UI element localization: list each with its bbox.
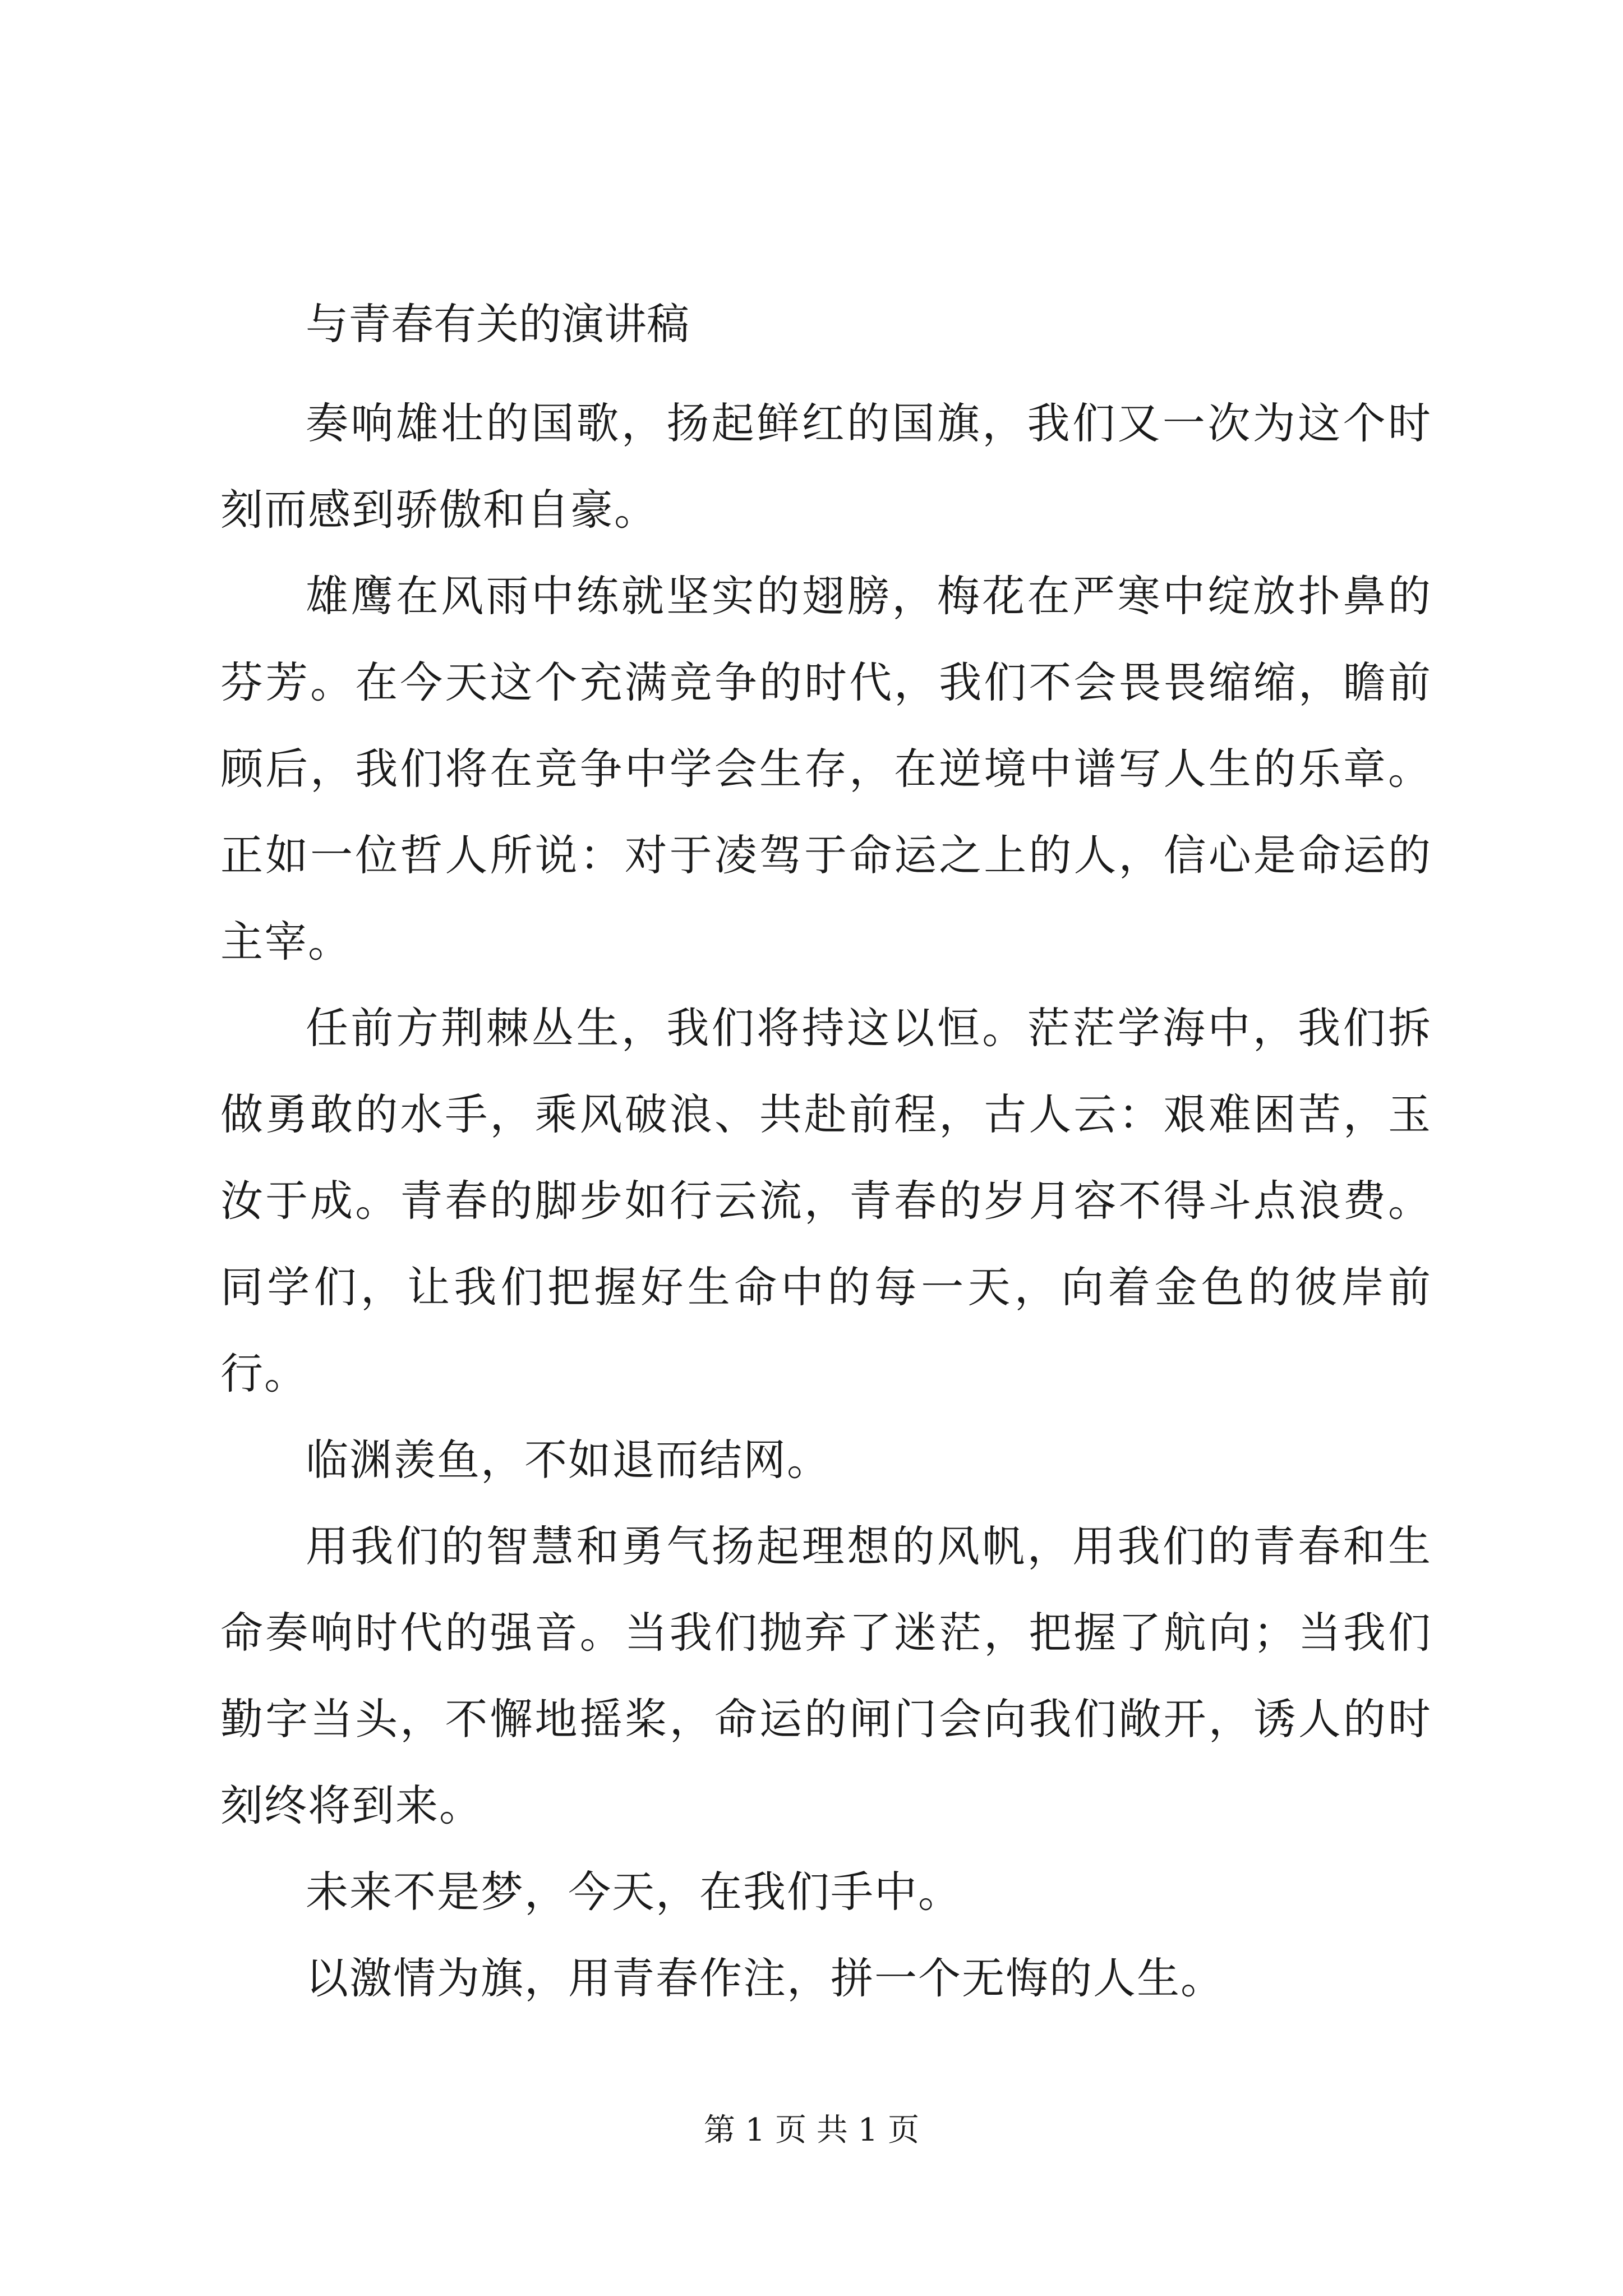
paragraph-1: 奏响雄壮的国歌，扬起鲜红的国旗，我们又一次为这个时刻而感到骄傲和自豪。	[220, 398, 1432, 535]
document-title: 与青春有关的演讲稿	[306, 299, 689, 349]
page-number-footer: 第 1 页 共 1 页	[703, 2112, 920, 2148]
paragraph-3: 任前方荆棘丛生，我们将持这以恒。茫茫学海中，我们拆做勇敢的水手，乘风破浪、共赴前程，古人云：艰难困苦，玉汝于成。青春的脚步如行云流，青春的岁月容不得斗点浪费。同学们，让我们把握好生命中的每一天，向着金色的彼岸前行。	[220, 1003, 1432, 1398]
paragraph-4: 临渊羡鱼，不如退而结网。	[306, 1435, 831, 1485]
paragraph-6: 未来不是梦，今天，在我们手中。	[306, 1867, 962, 1917]
document-body	[220, 299, 1432, 2022]
paragraph-2: 雄鹰在风雨中练就坚实的翅膀，梅花在严寒中绽放扑鼻的芬芳。在今天这个充满竞争的时代，我们不会畏畏缩缩，瞻前顾后，我们将在竞争中学会生存，在逆境中谱写人生的乐章。正如一位哲人所说：对于凌驾于命运之上的人，信心是命运的主宰。	[220, 571, 1432, 967]
paragraph-7: 以激情为旗，用青春作注，拼一个无悔的人生。	[306, 1953, 1224, 2003]
paragraph-5: 用我们的智慧和勇气扬起理想的风帆，用我们的青春和生命奏响时代的强音。当我们抛弃了迷茫，把握了航向；当我们勤字当头，不懈地摇桨，命运的闸门会向我们敞开，诱人的时刻终将到来。	[220, 1521, 1432, 1830]
